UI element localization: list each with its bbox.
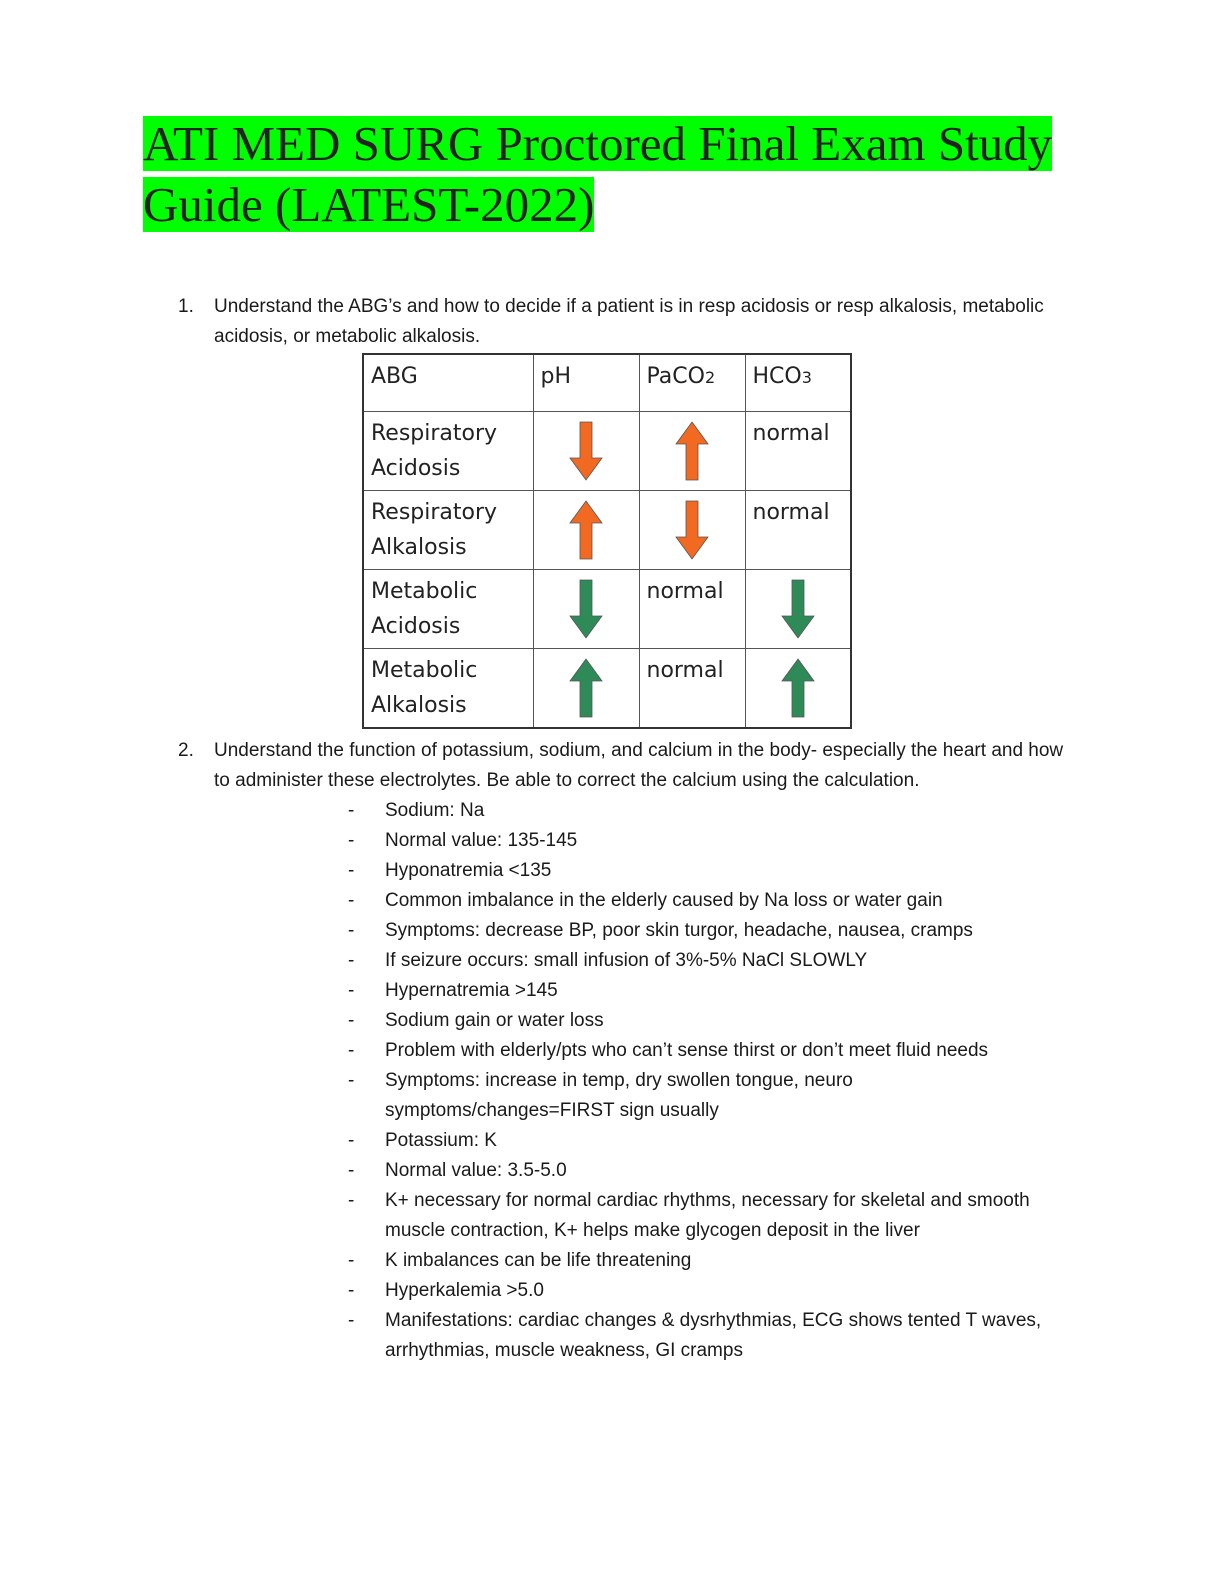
header-ph: pH [533,354,639,412]
list-item [348,796,1068,826]
list-item-text: K+ necessary for normal cardiac rhythms, necessary for skeletal and smooth muscle contraction, K+ helps make glycogen deposit in the liver [385,1190,1030,1241]
bullet-dash: - [348,800,355,821]
bullet-dash: - [348,1130,355,1151]
abg-ph-cell [533,412,639,491]
header-paco2 [639,354,745,412]
bullet-dash: - [348,860,355,881]
list-item-text: Normal value: 3.5-5.0 [385,1160,567,1181]
abg-value: normal [646,579,724,604]
list-item-text: Hyperkalemia >5.0 [385,1280,544,1301]
abg-value: normal [752,500,830,525]
title-line-2: Guide (LATEST-2022) [143,177,595,232]
bullet-dash: - [348,1280,355,1301]
arrow-up-icon [568,499,604,561]
abg-row [363,491,851,570]
list-item-text: K imbalances can be life threatening [385,1250,692,1271]
title-line-1: ATI MED SURG Proctored Final Exam Study [143,116,1053,171]
bullet-dash: - [348,1310,355,1331]
bullet-dash: - [348,980,355,1001]
list-item [348,1126,1068,1156]
abg-paco2-cell [639,649,745,729]
list-item [348,1006,1068,1036]
list-item [348,1036,1068,1066]
bullet-dash: - [348,1070,355,1091]
abg-condition [363,491,533,570]
header-hco3 [745,354,851,412]
bullet-dash: - [348,1250,355,1271]
list-item [348,1276,1068,1306]
condition-line-1: Metabolic [371,579,478,604]
arrow-up-icon [780,657,816,719]
arrow-down-icon [568,420,604,482]
list-item [348,916,1068,946]
list-item-text: Hyponatremia <135 [385,860,552,881]
header-hco3-subscript: 3 [801,368,812,387]
abg-value: normal [752,421,830,446]
list-item-text: Manifestations: cardiac changes & dysrhythmias, ECG shows tented T waves, arrhythmias, muscle weakness, GI cramps [385,1310,1042,1361]
list-item [348,976,1068,1006]
condition-line-1: Respiratory [371,421,498,446]
list-item-text: Problem with elderly/pts who can’t sense thirst or don’t meet fluid needs [385,1040,989,1061]
item-text: Understand the ABG’s and how to decide if a patient is in resp acidosis or resp alkalosis, metabolic acidosis, or metabolic alkalosis. [214,296,1044,347]
abg-table [362,353,852,729]
arrow-down-icon [568,578,604,640]
header-paco2-text: PaCO [646,364,705,389]
abg-header-row [363,354,851,412]
abg-value: normal [646,658,724,683]
list-item [348,1306,1068,1366]
abg-hco3-cell [745,491,851,570]
condition-line-1: Respiratory [371,500,498,525]
arrow-down-icon [780,578,816,640]
arrow-up-icon [568,657,604,719]
bullet-dash: - [348,890,355,911]
bullet-dash: - [348,1040,355,1061]
condition-line-1: Metabolic [371,658,478,683]
bullet-dash: - [348,830,355,851]
condition-line-2: Alkalosis [371,693,467,718]
bullet-dash: - [348,950,355,971]
header-hco3-text: HCO [752,364,802,389]
bullet-dash: - [348,1010,355,1031]
list-item-text: Hypernatremia >145 [385,980,558,1001]
header-abg: ABG [363,354,533,412]
list-item [348,1246,1068,1276]
abg-condition [363,412,533,491]
list-item-text: Potassium: K [385,1130,497,1151]
abg-row [363,412,851,491]
abg-paco2-cell [639,491,745,570]
list-item-text: Symptoms: decrease BP, poor skin turgor, headache, nausea, cramps [385,920,973,941]
list-item [348,1156,1068,1186]
abg-hco3-cell [745,412,851,491]
document-title [143,113,1083,235]
list-item-text: Sodium gain or water loss [385,1010,604,1031]
abg-row [363,649,851,729]
arrow-up-icon [674,420,710,482]
list-item [348,946,1068,976]
abg-condition [363,570,533,649]
abg-paco2-cell [639,570,745,649]
condition-line-2: Acidosis [371,614,461,639]
list-item [348,1186,1068,1246]
bullet-dash: - [348,1190,355,1211]
list-item-text: Common imbalance in the elderly caused by Na loss or water gain [385,890,943,911]
condition-line-2: Acidosis [371,456,461,481]
list-item-text: Sodium: Na [385,800,485,821]
abg-hco3-cell [745,649,851,729]
abg-ph-cell [533,570,639,649]
bullet-dash: - [348,1160,355,1181]
list-item [348,826,1068,856]
list-item-text: Normal value: 135-145 [385,830,578,851]
list-item-text: If seizure occurs: small infusion of 3%-5% NaCl SLOWLY [385,950,868,971]
abg-ph-cell [533,491,639,570]
item-number: 2. [178,740,194,761]
abg-condition [363,649,533,729]
list-item [348,856,1068,886]
condition-line-2: Alkalosis [371,535,467,560]
abg-row [363,570,851,649]
abg-paco2-cell [639,412,745,491]
item-number: 1. [178,296,194,317]
list-item [348,886,1068,916]
list-item-text: Symptoms: increase in temp, dry swollen tongue, neuro symptoms/changes=FIRST sign usually [385,1070,853,1121]
electrolyte-bullet-list [348,796,1068,1366]
header-paco2-subscript: 2 [704,368,716,387]
arrow-down-icon [674,499,710,561]
list-item [348,1066,1068,1126]
bullet-dash: - [348,920,355,941]
abg-ph-cell [533,649,639,729]
abg-hco3-cell [745,570,851,649]
item-text: Understand the function of potassium, sodium, and calcium in the body- especially the heart and how to administer these electrolytes. Be able to correct the calcium using the calculation. [214,740,1064,791]
